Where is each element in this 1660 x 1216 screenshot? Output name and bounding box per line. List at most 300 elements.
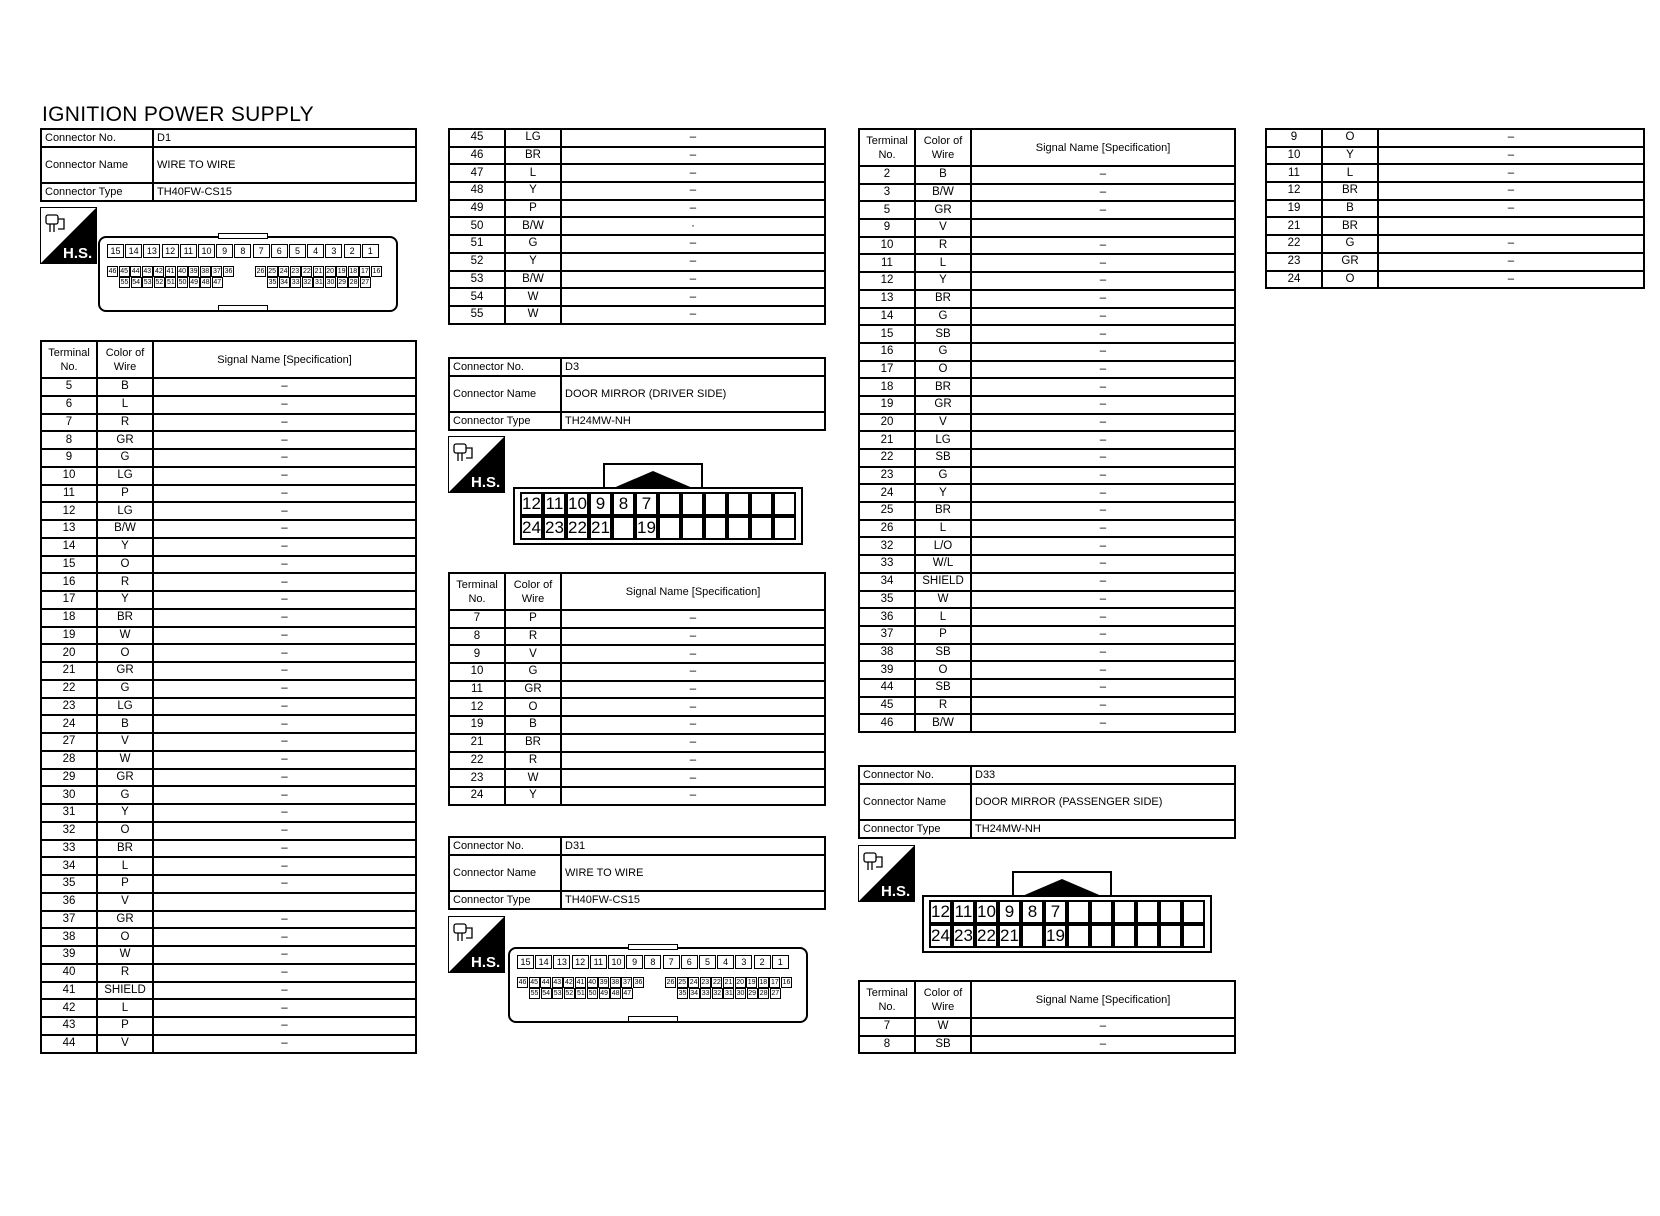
pin-cell: 27	[361, 279, 370, 286]
signal-cell: –	[561, 769, 825, 787]
pin-cell: 51	[576, 990, 585, 997]
terminal-cell: 16	[41, 573, 97, 591]
terminal-cell: 14	[41, 538, 97, 556]
signal-cell: –	[561, 628, 825, 646]
table-row	[859, 343, 1235, 361]
terminal-table-d33-cont	[1265, 128, 1645, 289]
terminal-cell: 12	[859, 272, 915, 290]
pin-cell: 11	[590, 955, 607, 969]
terminal-cell: 55	[449, 306, 505, 324]
connector-name-value: DOOR MIRROR (PASSENGER SIDE)	[971, 784, 1235, 820]
col-signal: Signal Name [Specification]	[153, 341, 416, 378]
connector-type-label: Connector Type	[859, 820, 971, 838]
signal-cell: –	[153, 644, 416, 662]
table-row	[41, 538, 416, 556]
color-cell: Y	[505, 182, 561, 200]
col-signal: Signal Name [Specification]	[561, 573, 825, 610]
terminal-cell: 34	[859, 573, 915, 591]
table-row	[449, 663, 825, 681]
pin-cell: 9	[216, 244, 233, 258]
hs-label: H.S.	[471, 474, 501, 491]
table-row	[449, 235, 825, 253]
color-cell: Y	[1322, 147, 1378, 165]
pin-cell	[1090, 924, 1113, 948]
color-cell: B	[97, 378, 153, 396]
signal-cell: –	[153, 467, 416, 485]
connector-no-label: Connector No.	[41, 129, 153, 147]
signal-cell: –	[153, 556, 416, 574]
pin-cell: 43	[143, 268, 152, 275]
pin-cell	[773, 492, 796, 516]
color-cell: B	[915, 166, 971, 184]
table-row	[449, 288, 825, 306]
pin-cell: 46	[108, 268, 117, 275]
table-row	[859, 644, 1235, 662]
color-cell: LG	[915, 431, 971, 449]
table-row	[1266, 235, 1644, 253]
col-color: Color of Wire	[915, 129, 971, 166]
pin-cell: 6	[271, 244, 288, 258]
pin-cell: 13	[143, 244, 160, 258]
connector-hood	[1012, 871, 1112, 897]
pin-cell: 9	[589, 492, 612, 516]
table-row	[41, 662, 416, 680]
connector-no-label: Connector No.	[859, 766, 971, 784]
color-cell: L	[97, 999, 153, 1017]
signal-cell: –	[153, 609, 416, 627]
terminal-cell: 53	[449, 271, 505, 289]
connector-hood	[603, 463, 703, 489]
signal-cell: –	[561, 235, 825, 253]
signal-cell: –	[971, 484, 1235, 502]
signal-cell	[971, 219, 1235, 237]
terminal-cell: 7	[41, 414, 97, 432]
terminal-cell: 3	[859, 184, 915, 202]
pin-cell: 27	[771, 990, 780, 997]
pin-cell: 10	[198, 244, 215, 258]
terminal-cell: 33	[859, 555, 915, 573]
pin-cell: 19	[747, 979, 756, 986]
terminal-cell: 36	[859, 608, 915, 626]
color-cell: BR	[915, 290, 971, 308]
terminal-table-d1	[40, 340, 417, 1054]
pin-cell: 20	[326, 268, 334, 275]
terminal-cell: 48	[449, 182, 505, 200]
table-row	[859, 1036, 1235, 1054]
table-row	[41, 698, 416, 716]
color-cell: L	[915, 254, 971, 272]
pin-cell: 19	[1044, 924, 1067, 948]
color-cell: GR	[1322, 253, 1378, 271]
color-cell: G	[915, 467, 971, 485]
pin-cell: 24	[520, 516, 543, 540]
table-row	[41, 875, 416, 893]
col-terminal: Terminal No.	[859, 981, 915, 1018]
pin-cell: 8	[644, 955, 661, 969]
table-row	[41, 378, 416, 396]
connector-name-value: DOOR MIRROR (DRIVER SIDE)	[561, 376, 825, 412]
pin-cell	[727, 516, 750, 540]
terminal-table-d33	[858, 980, 1236, 1054]
table-row	[41, 928, 416, 946]
signal-cell: –	[561, 147, 825, 165]
color-cell: P	[97, 875, 153, 893]
harness-side-icon	[40, 207, 97, 264]
color-cell: O	[915, 661, 971, 679]
pin-cell: 35	[268, 279, 277, 286]
terminal-cell: 27	[41, 733, 97, 751]
pin-cell: 1	[772, 955, 789, 969]
color-cell: O	[1322, 129, 1378, 147]
pin-cell	[658, 516, 681, 540]
terminal-cell: 22	[41, 680, 97, 698]
color-cell: LG	[97, 502, 153, 520]
color-cell: G	[505, 235, 561, 253]
terminal-cell: 21	[41, 662, 97, 680]
table-row	[449, 200, 825, 218]
table-row	[41, 964, 416, 982]
terminal-cell: 20	[41, 644, 97, 662]
signal-cell: –	[1378, 253, 1644, 271]
color-cell: BR	[505, 147, 561, 165]
pin-cell: 12	[929, 900, 952, 924]
signal-cell: –	[971, 378, 1235, 396]
pin-cell: 50	[588, 990, 597, 997]
terminal-cell: 14	[859, 308, 915, 326]
terminal-cell: 23	[449, 769, 505, 787]
pin-cell	[658, 492, 681, 516]
terminal-cell: 17	[859, 361, 915, 379]
table-row	[41, 467, 416, 485]
signal-cell: –	[971, 308, 1235, 326]
pin-cell: 31	[314, 279, 323, 286]
terminal-cell: 8	[41, 431, 97, 449]
table-row	[41, 644, 416, 662]
pin-cell: 12	[520, 492, 543, 516]
signal-cell: –	[153, 786, 416, 804]
connector-latch	[218, 233, 268, 239]
pin-cell: 23	[291, 268, 300, 275]
signal-cell: –	[971, 679, 1235, 697]
signal-cell: –	[971, 414, 1235, 432]
color-cell: L	[97, 396, 153, 414]
color-cell: GR	[915, 201, 971, 219]
pin-cell: 11	[180, 244, 197, 258]
pin-cell	[1113, 900, 1136, 924]
terminal-cell: 46	[859, 714, 915, 732]
pin-cell: 6	[681, 955, 698, 969]
pin-cell	[750, 492, 773, 516]
pin-cell: 53	[553, 990, 562, 997]
signal-cell: –	[561, 681, 825, 699]
color-cell: W/L	[915, 555, 971, 573]
color-cell: B/W	[505, 217, 561, 235]
connector-no-value: D31	[561, 837, 825, 855]
col-color: Color of Wire	[505, 573, 561, 610]
table-row	[41, 1017, 416, 1035]
pin-cell: 34	[280, 279, 288, 286]
terminal-cell: 28	[41, 751, 97, 769]
signal-cell: –	[561, 164, 825, 182]
pin-cell: 8	[1021, 900, 1044, 924]
terminal-cell: 23	[1266, 253, 1322, 271]
signal-cell: –	[153, 378, 416, 396]
pin-cell: 4	[307, 244, 324, 258]
color-cell: G	[915, 343, 971, 361]
table-row	[449, 271, 825, 289]
signal-cell: –	[153, 538, 416, 556]
table-row	[41, 414, 416, 432]
signal-cell: –	[971, 644, 1235, 662]
signal-cell: –	[153, 946, 416, 964]
table-row	[859, 325, 1235, 343]
pin-cell: 3	[735, 955, 752, 969]
signal-cell: –	[153, 449, 416, 467]
signal-cell: –	[561, 716, 825, 734]
table-row	[859, 573, 1235, 591]
signal-cell: –	[971, 343, 1235, 361]
terminal-cell: 22	[449, 752, 505, 770]
pin-cell: 43	[553, 979, 562, 986]
connector-info-d3	[448, 357, 826, 431]
connector-name-value: WIRE TO WIRE	[561, 855, 825, 891]
color-cell: L	[1322, 164, 1378, 182]
table-row	[1266, 271, 1644, 289]
color-cell: SHIELD	[915, 573, 971, 591]
terminal-cell: 15	[859, 325, 915, 343]
terminal-cell: 37	[859, 626, 915, 644]
table-row	[859, 626, 1235, 644]
pin-cell: 28	[349, 279, 358, 286]
table-row	[41, 999, 416, 1017]
pin-cell: 22	[712, 979, 721, 986]
signal-cell: –	[971, 166, 1235, 184]
pin-cell: 41	[166, 268, 175, 275]
table-row	[41, 1035, 416, 1053]
terminal-cell: 19	[41, 627, 97, 645]
terminal-cell: 18	[859, 378, 915, 396]
terminal-cell: 19	[859, 396, 915, 414]
table-row	[449, 752, 825, 770]
pin-cell: 20	[736, 979, 744, 986]
signal-cell: –	[1378, 129, 1644, 147]
terminal-cell: 44	[41, 1035, 97, 1053]
color-cell: GR	[915, 396, 971, 414]
table-row	[41, 982, 416, 1000]
signal-cell: –	[971, 520, 1235, 538]
color-cell: L	[97, 857, 153, 875]
harness-side-icon	[448, 436, 505, 493]
terminal-cell: 7	[449, 610, 505, 628]
terminal-cell: 37	[41, 911, 97, 929]
table-row	[859, 467, 1235, 485]
signal-cell: –	[971, 1018, 1235, 1036]
signal-cell: –	[561, 271, 825, 289]
color-cell: W	[915, 591, 971, 609]
table-row	[859, 361, 1235, 379]
color-cell: LG	[505, 129, 561, 147]
pin-cell: 19	[635, 516, 658, 540]
signal-cell: –	[561, 288, 825, 306]
page-title: IGNITION POWER SUPPLY	[42, 103, 314, 126]
table-row	[41, 751, 416, 769]
hs-label: H.S.	[63, 245, 93, 262]
terminal-cell: 26	[859, 520, 915, 538]
signal-cell: –	[971, 697, 1235, 715]
pin-cell: 54	[542, 990, 550, 997]
connector-name-label: Connector Name	[41, 147, 153, 183]
terminal-cell: 23	[859, 467, 915, 485]
table-row	[449, 147, 825, 165]
table-row	[859, 414, 1235, 432]
color-cell: G	[915, 308, 971, 326]
pin-cell: 25	[268, 268, 276, 275]
terminal-cell: 10	[1266, 147, 1322, 165]
pin-cell: 9	[626, 955, 643, 969]
signal-cell: –	[971, 661, 1235, 679]
terminal-cell: 35	[41, 875, 97, 893]
signal-cell: –	[1378, 182, 1644, 200]
table-row	[859, 484, 1235, 502]
color-cell: B/W	[915, 184, 971, 202]
signal-cell: –	[1378, 271, 1644, 289]
color-cell: Y	[915, 484, 971, 502]
terminal-cell: 46	[449, 147, 505, 165]
signal-cell: –	[971, 608, 1235, 626]
pin-cell: 12	[162, 244, 179, 258]
pin-cell: 40	[178, 268, 186, 275]
pin-cell: 36	[634, 979, 643, 986]
connector-info-d33	[858, 765, 1236, 839]
signal-cell: –	[153, 715, 416, 733]
pin-cell: 48	[201, 279, 210, 286]
pin-cell: 32	[303, 279, 312, 286]
color-cell: Y	[915, 272, 971, 290]
color-cell: B	[97, 715, 153, 733]
connector-name-label: Connector Name	[449, 376, 561, 412]
signal-cell: –	[153, 627, 416, 645]
color-cell: W	[97, 627, 153, 645]
signal-cell: –	[971, 555, 1235, 573]
color-cell: LG	[97, 467, 153, 485]
terminal-cell: 41	[41, 982, 97, 1000]
pin-cell: 17	[360, 268, 369, 275]
pin-cell: 45	[530, 979, 538, 986]
signal-cell	[1378, 217, 1644, 235]
terminal-cell: 5	[859, 201, 915, 219]
pin-cell: 37	[622, 979, 631, 986]
pin-cell: 24	[929, 924, 952, 948]
table-row	[41, 449, 416, 467]
terminal-cell: 11	[41, 485, 97, 503]
table-row	[449, 306, 825, 324]
color-cell: SB	[915, 644, 971, 662]
pin-cell: 1	[362, 244, 379, 258]
connector-name-label: Connector Name	[449, 855, 561, 891]
terminal-cell: 30	[41, 786, 97, 804]
pin-cell: 35	[678, 990, 687, 997]
connector-face-d3	[513, 463, 803, 545]
connector-latch	[628, 1016, 678, 1022]
pin-cell: 11	[543, 492, 566, 516]
color-cell: GR	[97, 431, 153, 449]
table-row	[41, 502, 416, 520]
pin-cell: 37	[212, 268, 221, 275]
pin-cell: 12	[572, 955, 589, 969]
signal-cell: –	[971, 431, 1235, 449]
table-row	[41, 715, 416, 733]
table-row	[859, 184, 1235, 202]
terminal-cell: 15	[41, 556, 97, 574]
color-cell: O	[97, 556, 153, 574]
terminal-cell: 24	[1266, 271, 1322, 289]
table-row	[859, 219, 1235, 237]
connector-face-d31	[508, 947, 808, 1023]
table-row	[449, 645, 825, 663]
table-row	[449, 253, 825, 271]
signal-cell: –	[153, 982, 416, 1000]
terminal-cell: 25	[859, 502, 915, 520]
signal-cell: –	[971, 573, 1235, 591]
pin-cell: 14	[125, 244, 142, 258]
table-row	[859, 555, 1235, 573]
terminal-table-d3	[448, 572, 826, 806]
table-row	[449, 698, 825, 716]
table-row	[859, 537, 1235, 555]
col-signal: Signal Name [Specification]	[971, 981, 1235, 1018]
connector-type-value: TH40FW-CS15	[561, 891, 825, 909]
signal-cell: –	[971, 537, 1235, 555]
terminal-cell: 54	[449, 288, 505, 306]
color-cell: Y	[97, 804, 153, 822]
pin-cell: 46	[518, 979, 527, 986]
table-row	[449, 734, 825, 752]
color-cell: BR	[915, 502, 971, 520]
harness-side-icon	[448, 916, 505, 973]
pin-cell: 52	[155, 279, 164, 286]
color-cell: R	[915, 237, 971, 255]
pin-cell: 13	[553, 955, 570, 969]
color-cell: Y	[97, 538, 153, 556]
pin-cell: 17	[770, 979, 779, 986]
signal-cell: –	[971, 184, 1235, 202]
color-cell: SB	[915, 325, 971, 343]
pin-cell: 55	[530, 990, 539, 997]
pin-cell: 45	[120, 268, 128, 275]
color-cell: R	[97, 573, 153, 591]
color-cell: V	[97, 1035, 153, 1053]
color-cell: B/W	[915, 714, 971, 732]
pin-cell: 18	[759, 979, 768, 986]
pin-cell: 51	[166, 279, 175, 286]
color-cell: P	[505, 200, 561, 218]
color-cell: O	[1322, 271, 1378, 289]
signal-cell: –	[561, 200, 825, 218]
table-row	[859, 237, 1235, 255]
table-row	[1266, 129, 1644, 147]
pin-cell	[1090, 900, 1113, 924]
terminal-cell: 5	[41, 378, 97, 396]
color-cell: GR	[97, 662, 153, 680]
pin-cell: 52	[565, 990, 574, 997]
pin-cell: 24	[689, 979, 698, 986]
connector-type-value: TH24MW-NH	[561, 412, 825, 430]
color-cell: SB	[915, 1036, 971, 1054]
connector-body	[922, 895, 1212, 953]
table-row	[859, 661, 1235, 679]
connector-type-label: Connector Type	[41, 183, 153, 201]
signal-cell: –	[561, 253, 825, 271]
